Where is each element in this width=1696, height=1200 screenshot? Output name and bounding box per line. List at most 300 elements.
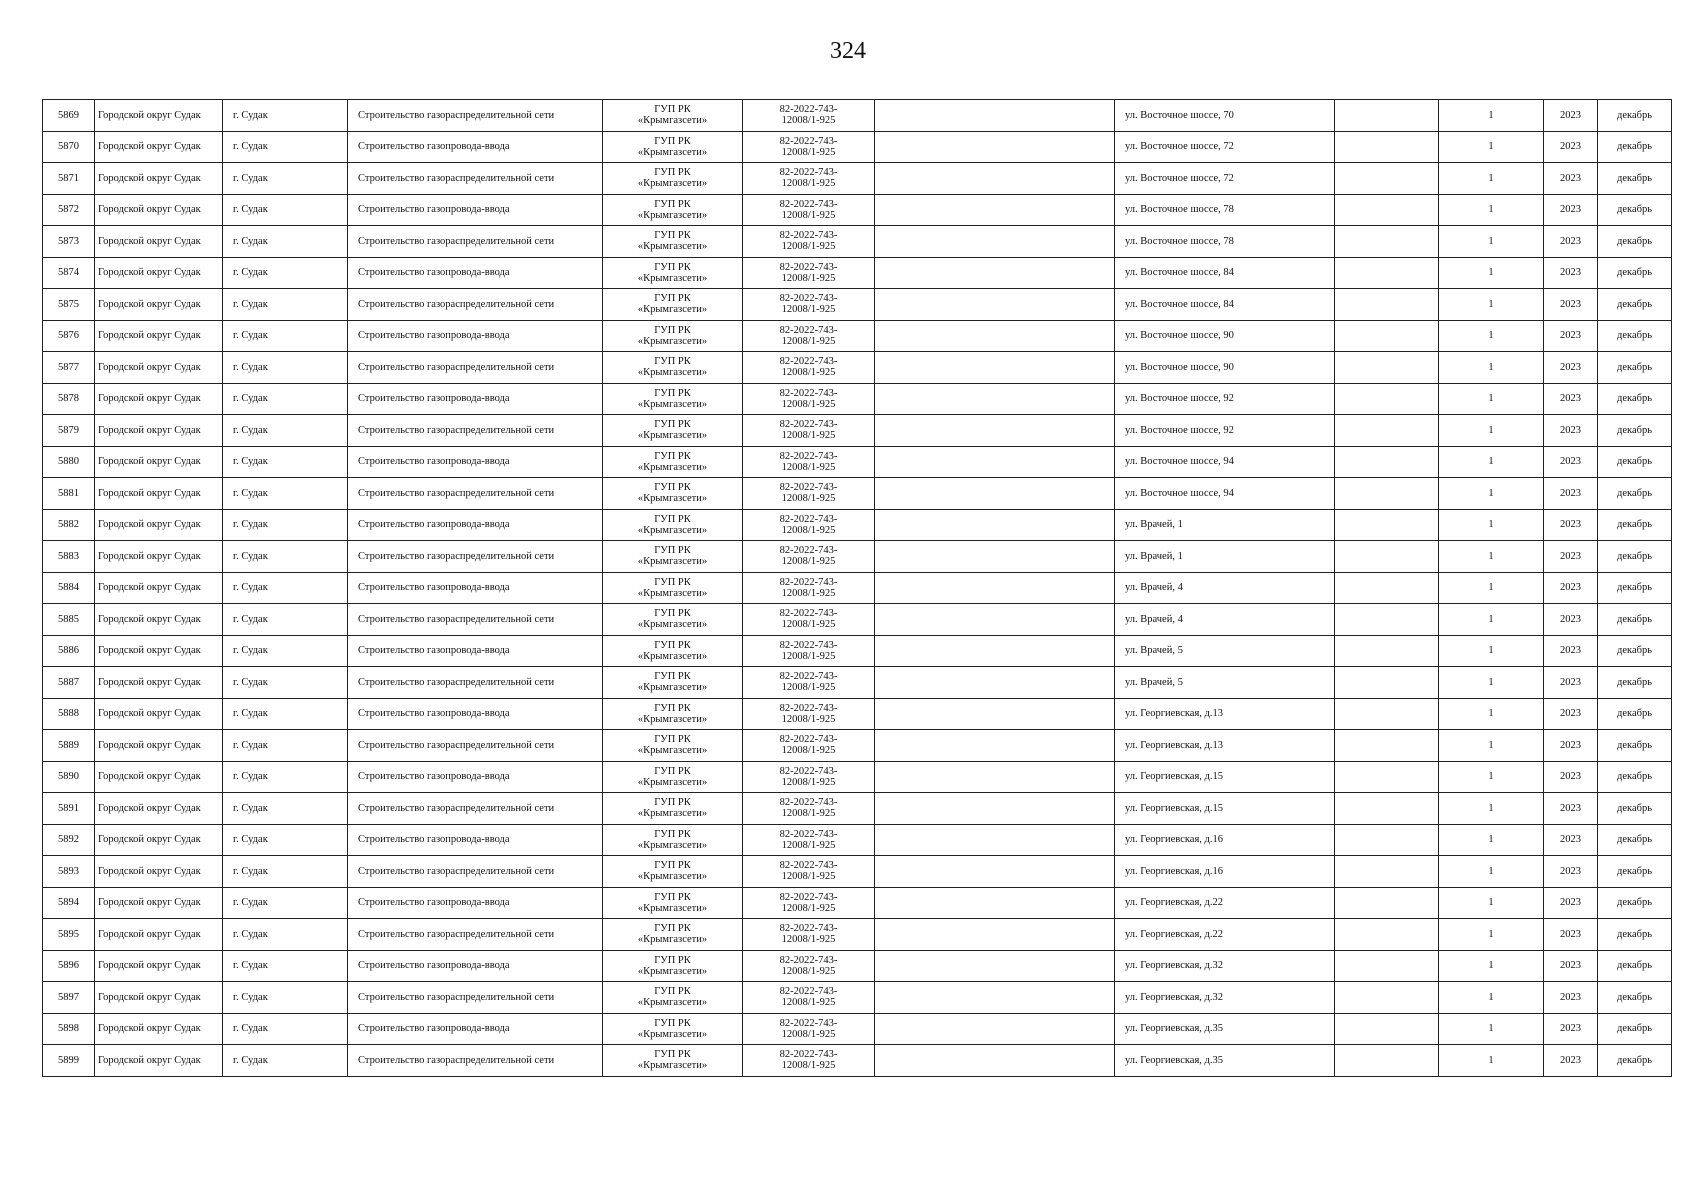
code-cell bbox=[743, 289, 875, 321]
address-cell: ул. Восточное шоссе, 72 bbox=[1115, 163, 1335, 195]
empty-cell bbox=[875, 163, 1115, 195]
year-cell: 2023 bbox=[1544, 509, 1598, 541]
quantity-cell: 1 bbox=[1439, 793, 1544, 825]
code-line-1: 82-2022-743- bbox=[779, 198, 838, 210]
city-cell: г. Судак bbox=[223, 194, 348, 226]
quantity-cell: 1 bbox=[1439, 226, 1544, 258]
organization-line-1: ГУП РК bbox=[654, 230, 691, 242]
quantity-cell: 1 bbox=[1439, 604, 1544, 636]
organization-line-2: «Крымгазсети» bbox=[637, 556, 708, 568]
organization-line-2: «Крымгазсети» bbox=[637, 1028, 708, 1040]
organization-line-1: ГУП РК bbox=[654, 734, 691, 746]
table-row bbox=[43, 320, 1672, 352]
table-row bbox=[43, 887, 1672, 919]
organization-line-2: «Крымгазсети» bbox=[637, 209, 708, 221]
organization-line-1: ГУП РК bbox=[654, 797, 691, 809]
empty-cell bbox=[1335, 352, 1439, 384]
page-number: 324 bbox=[830, 38, 866, 64]
district-cell: Городской округ Судак bbox=[95, 541, 223, 573]
organization-line-2: «Крымгазсети» bbox=[637, 524, 708, 536]
code-cell bbox=[743, 824, 875, 856]
code-line-2: 12008/1-925 bbox=[781, 619, 836, 631]
row-number: 5895 bbox=[43, 919, 95, 951]
organization-line-1: ГУП РК bbox=[654, 104, 691, 116]
empty-cell bbox=[875, 226, 1115, 258]
work-type-cell: Строительство газораспределительной сети bbox=[348, 415, 603, 447]
organization-cell bbox=[603, 163, 743, 195]
work-type-cell: Строительство газопровода-ввода bbox=[348, 194, 603, 226]
code-cell bbox=[743, 320, 875, 352]
organization-line-1: ГУП РК bbox=[654, 482, 691, 494]
district-cell: Городской округ Судак bbox=[95, 415, 223, 447]
district-cell: Городской округ Судак bbox=[95, 163, 223, 195]
organization-line-2: «Крымгазсети» bbox=[637, 997, 708, 1009]
empty-cell bbox=[1335, 982, 1439, 1014]
code-cell bbox=[743, 793, 875, 825]
year-cell: 2023 bbox=[1544, 257, 1598, 289]
code-cell bbox=[743, 919, 875, 951]
code-cell bbox=[743, 761, 875, 793]
code-cell bbox=[743, 478, 875, 510]
district-cell: Городской округ Судак bbox=[95, 320, 223, 352]
organization-line-1: ГУП РК bbox=[654, 324, 691, 336]
month-cell: декабрь bbox=[1598, 289, 1672, 321]
address-cell: ул. Восточное шоссе, 92 bbox=[1115, 415, 1335, 447]
organization-line-1: ГУП РК bbox=[654, 576, 691, 588]
code-line-1: 82-2022-743- bbox=[779, 639, 838, 651]
work-type-cell: Строительство газораспределительной сети bbox=[348, 856, 603, 888]
month-cell: декабрь bbox=[1598, 761, 1672, 793]
empty-cell bbox=[1335, 226, 1439, 258]
code-line-2: 12008/1-925 bbox=[781, 524, 836, 536]
register-table bbox=[42, 99, 1672, 1077]
quantity-cell: 1 bbox=[1439, 352, 1544, 384]
code-line-1: 82-2022-743- bbox=[779, 860, 838, 872]
district-cell: Городской округ Судак bbox=[95, 919, 223, 951]
year-cell: 2023 bbox=[1544, 667, 1598, 699]
year-cell: 2023 bbox=[1544, 982, 1598, 1014]
quantity-cell: 1 bbox=[1439, 856, 1544, 888]
city-cell: г. Судак bbox=[223, 257, 348, 289]
month-cell: декабрь bbox=[1598, 541, 1672, 573]
organization-cell bbox=[603, 383, 743, 415]
code-line-2: 12008/1-925 bbox=[781, 745, 836, 757]
work-type-cell: Строительство газораспределительной сети bbox=[348, 1045, 603, 1077]
month-cell: декабрь bbox=[1598, 824, 1672, 856]
month-cell: декабрь bbox=[1598, 194, 1672, 226]
code-line-1: 82-2022-743- bbox=[779, 702, 838, 714]
code-line-2: 12008/1-925 bbox=[781, 997, 836, 1009]
quantity-cell: 1 bbox=[1439, 919, 1544, 951]
table-row bbox=[43, 635, 1672, 667]
empty-cell bbox=[1335, 887, 1439, 919]
district-cell: Городской округ Судак bbox=[95, 226, 223, 258]
district-cell: Городской округ Судак bbox=[95, 1045, 223, 1077]
organization-cell bbox=[603, 352, 743, 384]
organization-line-1: ГУП РК bbox=[654, 419, 691, 431]
address-cell: ул. Врачей, 4 bbox=[1115, 572, 1335, 604]
quantity-cell: 1 bbox=[1439, 100, 1544, 132]
organization-cell bbox=[603, 793, 743, 825]
work-type-cell: Строительство газопровода-ввода bbox=[348, 761, 603, 793]
empty-cell bbox=[875, 635, 1115, 667]
code-line-1: 82-2022-743- bbox=[779, 261, 838, 273]
empty-cell bbox=[875, 667, 1115, 699]
city-cell: г. Судак bbox=[223, 509, 348, 541]
work-type-cell: Строительство газопровода-ввода bbox=[348, 572, 603, 604]
year-cell: 2023 bbox=[1544, 131, 1598, 163]
district-cell: Городской округ Судак bbox=[95, 257, 223, 289]
code-line-2: 12008/1-925 bbox=[781, 335, 836, 347]
row-number: 5892 bbox=[43, 824, 95, 856]
organization-cell bbox=[603, 761, 743, 793]
address-cell: ул. Восточное шоссе, 92 bbox=[1115, 383, 1335, 415]
empty-cell bbox=[1335, 919, 1439, 951]
code-cell bbox=[743, 257, 875, 289]
row-number: 5879 bbox=[43, 415, 95, 447]
empty-cell bbox=[875, 1045, 1115, 1077]
address-cell: ул. Георгиевская, д.32 bbox=[1115, 982, 1335, 1014]
row-number: 5875 bbox=[43, 289, 95, 321]
work-type-cell: Строительство газопровода-ввода bbox=[348, 320, 603, 352]
code-line-1: 82-2022-743- bbox=[779, 324, 838, 336]
district-cell: Городской округ Судак bbox=[95, 383, 223, 415]
table-row bbox=[43, 793, 1672, 825]
city-cell: г. Судак bbox=[223, 635, 348, 667]
year-cell: 2023 bbox=[1544, 415, 1598, 447]
quantity-cell: 1 bbox=[1439, 131, 1544, 163]
table-row bbox=[43, 919, 1672, 951]
code-line-2: 12008/1-925 bbox=[781, 556, 836, 568]
address-cell: ул. Георгиевская, д.15 bbox=[1115, 761, 1335, 793]
row-number: 5883 bbox=[43, 541, 95, 573]
row-number: 5888 bbox=[43, 698, 95, 730]
address-cell: ул. Врачей, 5 bbox=[1115, 667, 1335, 699]
month-cell: декабрь bbox=[1598, 509, 1672, 541]
code-line-2: 12008/1-925 bbox=[781, 493, 836, 505]
organization-line-1: ГУП РК bbox=[654, 986, 691, 998]
address-cell: ул. Восточное шоссе, 78 bbox=[1115, 226, 1335, 258]
address-cell: ул. Восточное шоссе, 90 bbox=[1115, 320, 1335, 352]
quantity-cell: 1 bbox=[1439, 761, 1544, 793]
table-row bbox=[43, 1045, 1672, 1077]
organization-line-2: «Крымгазсети» bbox=[637, 272, 708, 284]
month-cell: декабрь bbox=[1598, 667, 1672, 699]
organization-line-1: ГУП РК bbox=[654, 671, 691, 683]
city-cell: г. Судак bbox=[223, 572, 348, 604]
quantity-cell: 1 bbox=[1439, 1013, 1544, 1045]
empty-cell bbox=[1335, 320, 1439, 352]
organization-cell bbox=[603, 887, 743, 919]
code-cell bbox=[743, 1045, 875, 1077]
address-cell: ул. Георгиевская, д.16 bbox=[1115, 856, 1335, 888]
row-number: 5890 bbox=[43, 761, 95, 793]
work-type-cell: Строительство газопровода-ввода bbox=[348, 950, 603, 982]
year-cell: 2023 bbox=[1544, 1045, 1598, 1077]
empty-cell bbox=[1335, 163, 1439, 195]
year-cell: 2023 bbox=[1544, 919, 1598, 951]
address-cell: ул. Восточное шоссе, 94 bbox=[1115, 478, 1335, 510]
city-cell: г. Судак bbox=[223, 824, 348, 856]
empty-cell bbox=[875, 383, 1115, 415]
code-line-2: 12008/1-925 bbox=[781, 272, 836, 284]
city-cell: г. Судак bbox=[223, 982, 348, 1014]
code-cell bbox=[743, 446, 875, 478]
empty-cell bbox=[1335, 509, 1439, 541]
organization-line-1: ГУП РК bbox=[654, 1017, 691, 1029]
row-number: 5870 bbox=[43, 131, 95, 163]
empty-cell bbox=[875, 289, 1115, 321]
code-line-2: 12008/1-925 bbox=[781, 115, 836, 127]
code-cell bbox=[743, 887, 875, 919]
organization-cell bbox=[603, 635, 743, 667]
district-cell: Городской округ Судак bbox=[95, 289, 223, 321]
code-line-2: 12008/1-925 bbox=[781, 241, 836, 253]
work-type-cell: Строительство газопровода-ввода bbox=[348, 1013, 603, 1045]
table-row bbox=[43, 257, 1672, 289]
organization-cell bbox=[603, 856, 743, 888]
city-cell: г. Судак bbox=[223, 100, 348, 132]
code-line-2: 12008/1-925 bbox=[781, 1028, 836, 1040]
code-line-2: 12008/1-925 bbox=[781, 1060, 836, 1072]
city-cell: г. Судак bbox=[223, 289, 348, 321]
address-cell: ул. Врачей, 1 bbox=[1115, 509, 1335, 541]
row-number: 5881 bbox=[43, 478, 95, 510]
organization-line-2: «Крымгазсети» bbox=[637, 587, 708, 599]
table-row bbox=[43, 226, 1672, 258]
code-cell bbox=[743, 635, 875, 667]
quantity-cell: 1 bbox=[1439, 194, 1544, 226]
month-cell: декабрь bbox=[1598, 572, 1672, 604]
organization-cell bbox=[603, 1013, 743, 1045]
empty-cell bbox=[1335, 100, 1439, 132]
row-number: 5897 bbox=[43, 982, 95, 1014]
district-cell: Городской округ Судак bbox=[95, 572, 223, 604]
year-cell: 2023 bbox=[1544, 950, 1598, 982]
work-type-cell: Строительство газораспределительной сети bbox=[348, 541, 603, 573]
organization-line-1: ГУП РК bbox=[654, 954, 691, 966]
year-cell: 2023 bbox=[1544, 824, 1598, 856]
table-row bbox=[43, 383, 1672, 415]
organization-cell bbox=[603, 131, 743, 163]
work-type-cell: Строительство газораспределительной сети bbox=[348, 478, 603, 510]
organization-line-2: «Крымгазсети» bbox=[637, 146, 708, 158]
code-line-2: 12008/1-925 bbox=[781, 304, 836, 316]
month-cell: декабрь bbox=[1598, 352, 1672, 384]
month-cell: декабрь bbox=[1598, 635, 1672, 667]
empty-cell bbox=[1335, 1013, 1439, 1045]
organization-line-2: «Крымгазсети» bbox=[637, 745, 708, 757]
organization-cell bbox=[603, 982, 743, 1014]
row-number: 5886 bbox=[43, 635, 95, 667]
year-cell: 2023 bbox=[1544, 226, 1598, 258]
address-cell: ул. Восточное шоссе, 72 bbox=[1115, 131, 1335, 163]
code-line-1: 82-2022-743- bbox=[779, 828, 838, 840]
code-cell bbox=[743, 163, 875, 195]
empty-cell bbox=[1335, 541, 1439, 573]
code-line-2: 12008/1-925 bbox=[781, 367, 836, 379]
code-line-1: 82-2022-743- bbox=[779, 986, 838, 998]
organization-line-1: ГУП РК bbox=[654, 1049, 691, 1061]
month-cell: декабрь bbox=[1598, 446, 1672, 478]
organization-line-1: ГУП РК bbox=[654, 356, 691, 368]
code-line-2: 12008/1-925 bbox=[781, 461, 836, 473]
organization-cell bbox=[603, 509, 743, 541]
organization-cell bbox=[603, 541, 743, 573]
table-row bbox=[43, 761, 1672, 793]
code-line-1: 82-2022-743- bbox=[779, 576, 838, 588]
empty-cell bbox=[875, 824, 1115, 856]
code-line-2: 12008/1-925 bbox=[781, 682, 836, 694]
organization-line-1: ГУП РК bbox=[654, 702, 691, 714]
quantity-cell: 1 bbox=[1439, 257, 1544, 289]
code-cell bbox=[743, 415, 875, 447]
city-cell: г. Судак bbox=[223, 761, 348, 793]
month-cell: декабрь bbox=[1598, 226, 1672, 258]
organization-line-2: «Крымгазсети» bbox=[637, 1060, 708, 1072]
district-cell: Городской округ Судак bbox=[95, 446, 223, 478]
district-cell: Городской округ Судак bbox=[95, 824, 223, 856]
empty-cell bbox=[1335, 415, 1439, 447]
empty-cell bbox=[875, 415, 1115, 447]
quantity-cell: 1 bbox=[1439, 541, 1544, 573]
address-cell: ул. Восточное шоссе, 94 bbox=[1115, 446, 1335, 478]
organization-line-1: ГУП РК bbox=[654, 860, 691, 872]
table-row bbox=[43, 824, 1672, 856]
table-row bbox=[43, 667, 1672, 699]
row-number: 5893 bbox=[43, 856, 95, 888]
empty-cell bbox=[1335, 572, 1439, 604]
table-row bbox=[43, 446, 1672, 478]
empty-cell bbox=[875, 320, 1115, 352]
city-cell: г. Судак bbox=[223, 793, 348, 825]
code-line-1: 82-2022-743- bbox=[779, 734, 838, 746]
month-cell: декабрь bbox=[1598, 919, 1672, 951]
organization-line-2: «Крымгазсети» bbox=[637, 493, 708, 505]
organization-line-1: ГУП РК bbox=[654, 923, 691, 935]
quantity-cell: 1 bbox=[1439, 320, 1544, 352]
address-cell: ул. Восточное шоссе, 90 bbox=[1115, 352, 1335, 384]
city-cell: г. Судак bbox=[223, 352, 348, 384]
district-cell: Городской округ Судак bbox=[95, 131, 223, 163]
row-number: 5899 bbox=[43, 1045, 95, 1077]
month-cell: декабрь bbox=[1598, 320, 1672, 352]
organization-cell bbox=[603, 257, 743, 289]
organization-line-2: «Крымгазсети» bbox=[637, 430, 708, 442]
work-type-cell: Строительство газопровода-ввода bbox=[348, 509, 603, 541]
row-number: 5874 bbox=[43, 257, 95, 289]
quantity-cell: 1 bbox=[1439, 635, 1544, 667]
code-cell bbox=[743, 667, 875, 699]
organization-line-2: «Крымгазсети» bbox=[637, 839, 708, 851]
organization-line-1: ГУП РК bbox=[654, 891, 691, 903]
city-cell: г. Судак bbox=[223, 478, 348, 510]
city-cell: г. Судак bbox=[223, 1045, 348, 1077]
organization-line-2: «Крымгазсети» bbox=[637, 871, 708, 883]
row-number: 5884 bbox=[43, 572, 95, 604]
row-number: 5877 bbox=[43, 352, 95, 384]
code-line-2: 12008/1-925 bbox=[781, 871, 836, 883]
register-rows bbox=[43, 100, 1672, 1077]
city-cell: г. Судак bbox=[223, 1013, 348, 1045]
district-cell: Городской округ Судак bbox=[95, 509, 223, 541]
year-cell: 2023 bbox=[1544, 856, 1598, 888]
code-cell bbox=[743, 730, 875, 762]
address-cell: ул. Восточное шоссе, 84 bbox=[1115, 257, 1335, 289]
organization-line-2: «Крымгазсети» bbox=[637, 461, 708, 473]
district-cell: Городской округ Судак bbox=[95, 667, 223, 699]
organization-line-1: ГУП РК bbox=[654, 167, 691, 179]
empty-cell bbox=[875, 131, 1115, 163]
empty-cell bbox=[1335, 667, 1439, 699]
table-row bbox=[43, 730, 1672, 762]
empty-cell bbox=[875, 352, 1115, 384]
work-type-cell: Строительство газопровода-ввода bbox=[348, 635, 603, 667]
city-cell: г. Судак bbox=[223, 667, 348, 699]
city-cell: г. Судак bbox=[223, 541, 348, 573]
year-cell: 2023 bbox=[1544, 289, 1598, 321]
organization-line-2: «Крымгазсети» bbox=[637, 619, 708, 631]
city-cell: г. Судак bbox=[223, 856, 348, 888]
organization-line-1: ГУП РК bbox=[654, 198, 691, 210]
organization-line-1: ГУП РК bbox=[654, 513, 691, 525]
year-cell: 2023 bbox=[1544, 194, 1598, 226]
empty-cell bbox=[875, 730, 1115, 762]
quantity-cell: 1 bbox=[1439, 887, 1544, 919]
work-type-cell: Строительство газопровода-ввода bbox=[348, 383, 603, 415]
table-row bbox=[43, 415, 1672, 447]
code-line-2: 12008/1-925 bbox=[781, 398, 836, 410]
district-cell: Городской округ Судак bbox=[95, 478, 223, 510]
code-line-1: 82-2022-743- bbox=[779, 230, 838, 242]
month-cell: декабрь bbox=[1598, 982, 1672, 1014]
year-cell: 2023 bbox=[1544, 383, 1598, 415]
month-cell: декабрь bbox=[1598, 100, 1672, 132]
table-row bbox=[43, 509, 1672, 541]
month-cell: декабрь bbox=[1598, 1013, 1672, 1045]
organization-line-1: ГУП РК bbox=[654, 135, 691, 147]
work-type-cell: Строительство газопровода-ввода bbox=[348, 887, 603, 919]
row-number: 5869 bbox=[43, 100, 95, 132]
code-cell bbox=[743, 572, 875, 604]
address-cell: ул. Восточное шоссе, 78 bbox=[1115, 194, 1335, 226]
organization-line-1: ГУП РК bbox=[654, 608, 691, 620]
code-line-1: 82-2022-743- bbox=[779, 545, 838, 557]
empty-cell bbox=[875, 950, 1115, 982]
organization-cell bbox=[603, 1045, 743, 1077]
district-cell: Городской округ Судак bbox=[95, 194, 223, 226]
organization-line-2: «Крымгазсети» bbox=[637, 367, 708, 379]
work-type-cell: Строительство газораспределительной сети bbox=[348, 226, 603, 258]
organization-line-1: ГУП РК bbox=[654, 387, 691, 399]
code-line-1: 82-2022-743- bbox=[779, 135, 838, 147]
work-type-cell: Строительство газораспределительной сети bbox=[348, 793, 603, 825]
code-line-2: 12008/1-925 bbox=[781, 934, 836, 946]
city-cell: г. Судак bbox=[223, 320, 348, 352]
code-line-1: 82-2022-743- bbox=[779, 167, 838, 179]
code-cell bbox=[743, 541, 875, 573]
organization-cell bbox=[603, 446, 743, 478]
organization-cell bbox=[603, 572, 743, 604]
table-row bbox=[43, 131, 1672, 163]
code-cell bbox=[743, 194, 875, 226]
organization-cell bbox=[603, 919, 743, 951]
district-cell: Городской округ Судак bbox=[95, 887, 223, 919]
month-cell: декабрь bbox=[1598, 1045, 1672, 1077]
year-cell: 2023 bbox=[1544, 572, 1598, 604]
organization-line-1: ГУП РК bbox=[654, 765, 691, 777]
code-cell bbox=[743, 383, 875, 415]
